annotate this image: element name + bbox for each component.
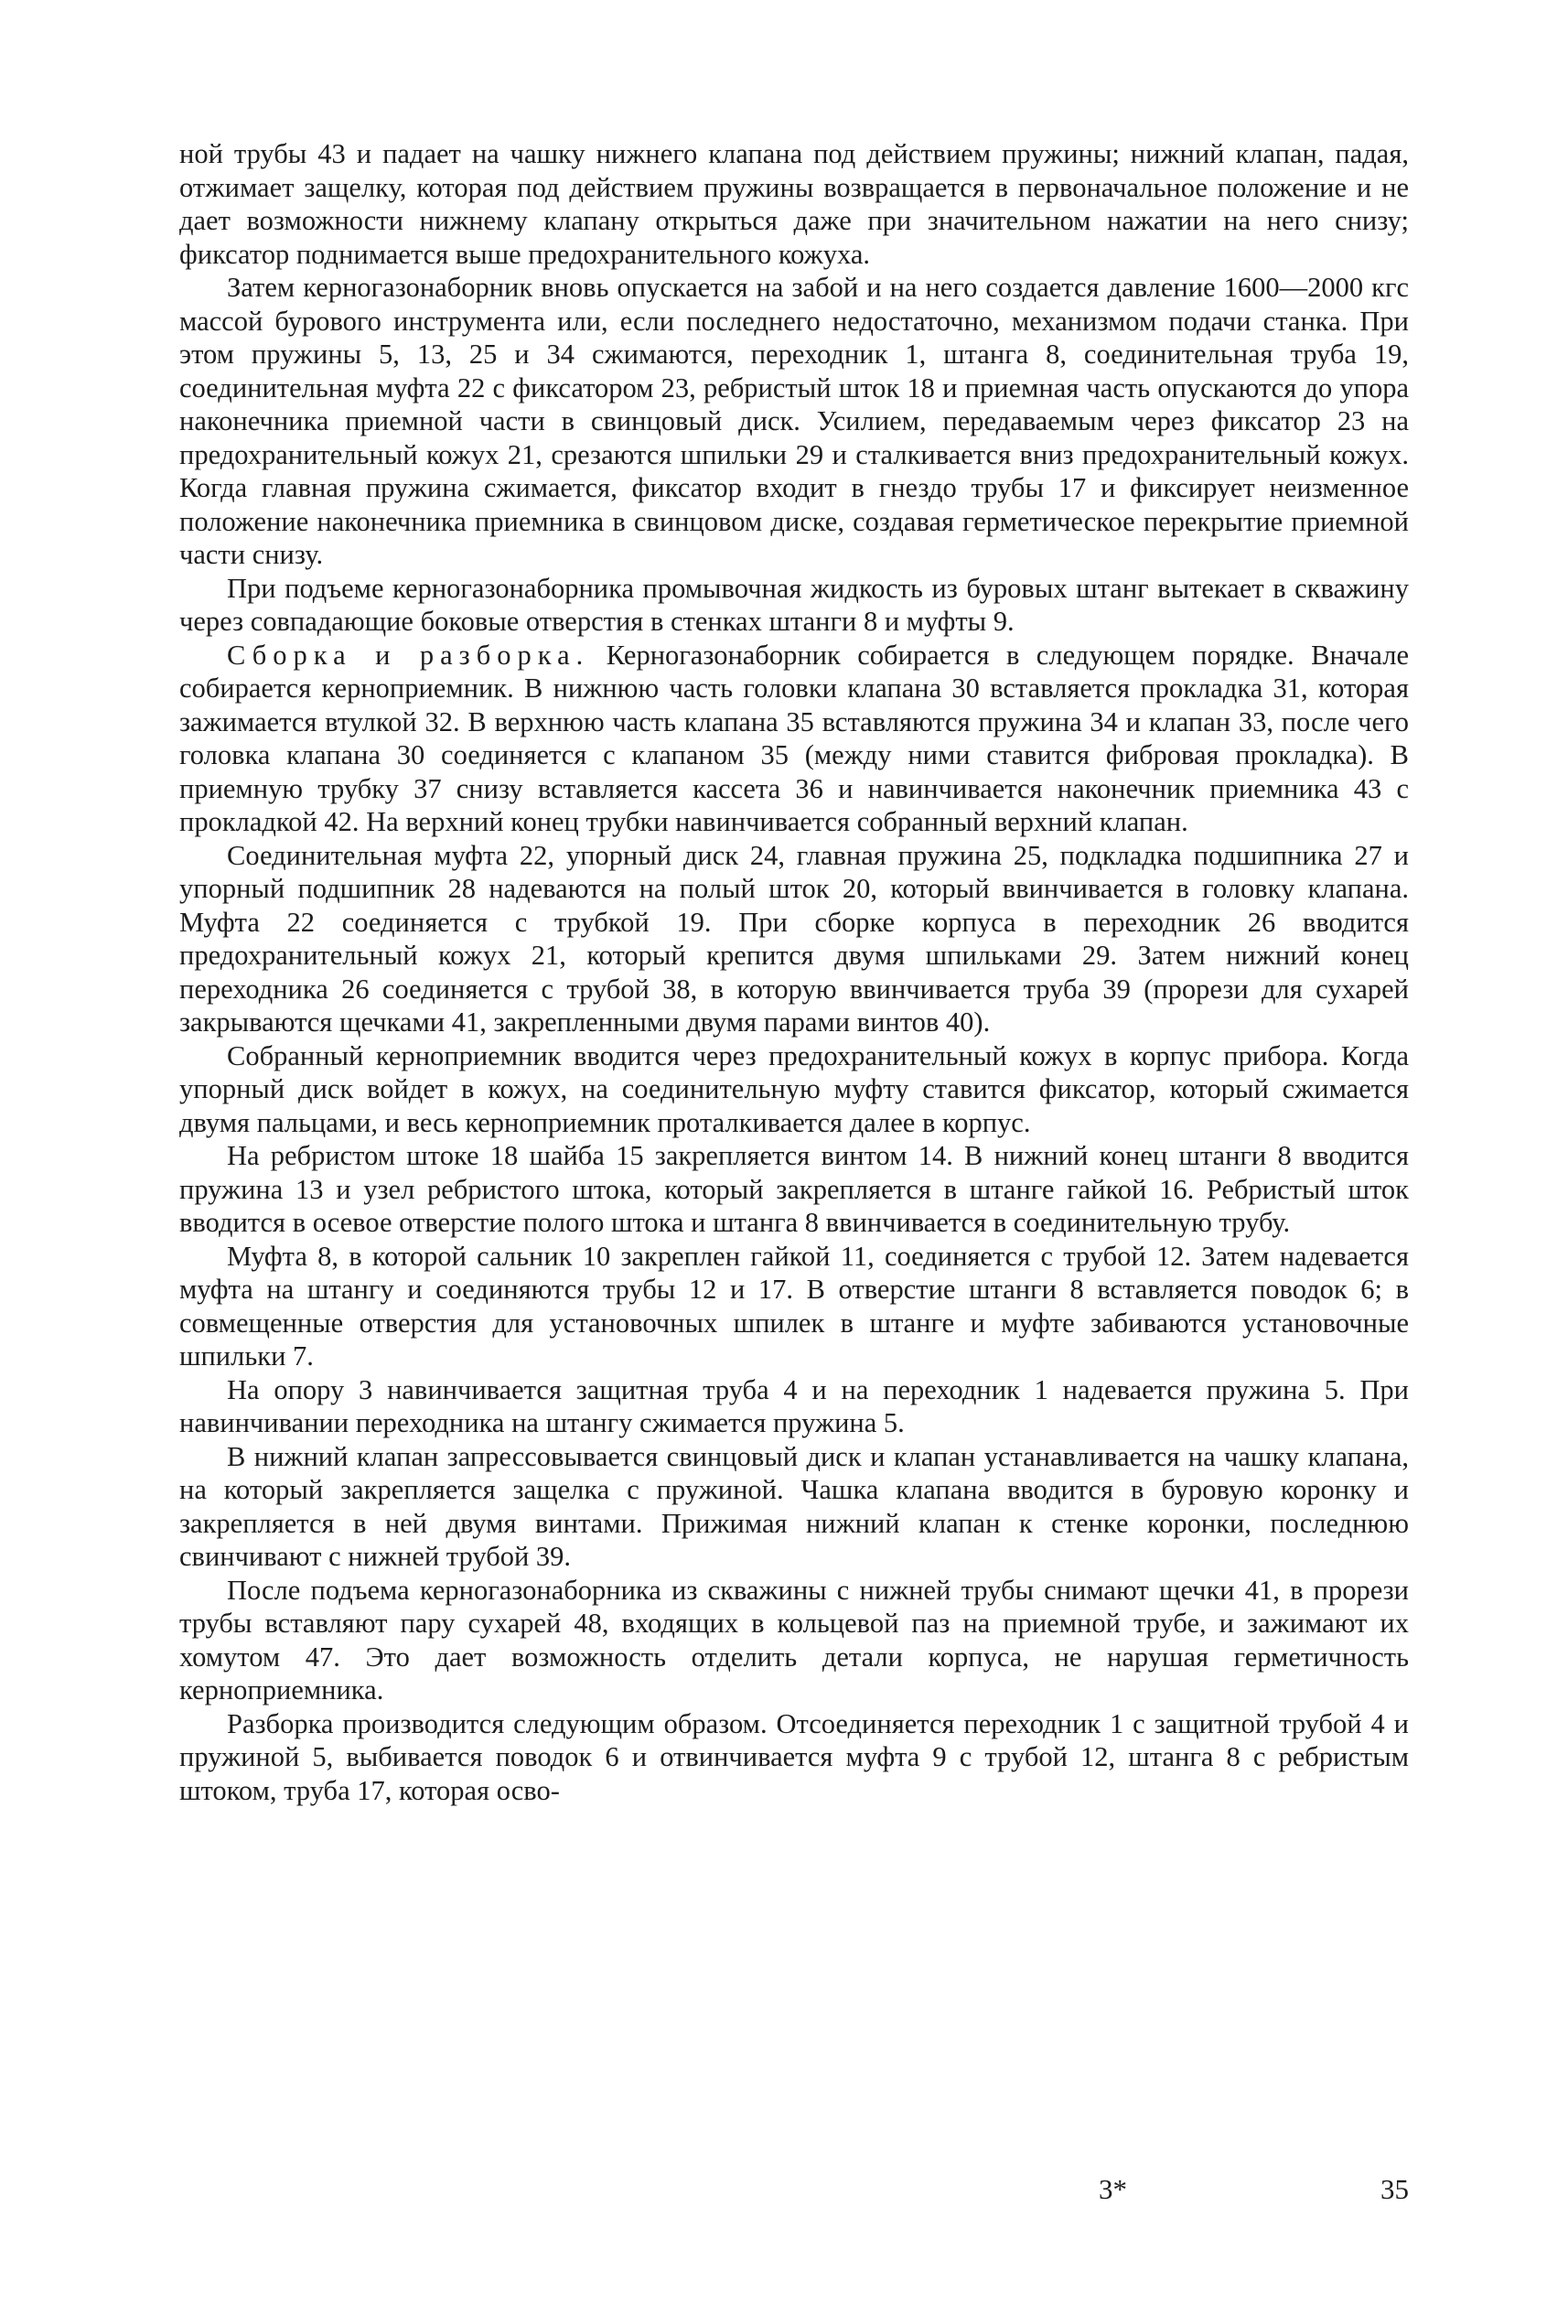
paragraph-11: После подъема керногазонаборника из скважины с нижней трубы снимают щечки 41, в прорези трубы вставляют пару сухарей 48, входящих в кольцевой паз на приемной трубе, и зажимают их хомутом 47. Это дает возможность отделить детали корпуса, не нарушая герметичность керноприемника. — [179, 1574, 1409, 1705]
signature-mark: 3* — [1099, 2173, 1127, 2205]
paragraph-6: Собранный керноприемник вводится через предохранительный кожух в корпус прибора. Когда упорный диск войдет в кожух, на соединительную муфту ставится фиксатор, который сжимается двумя пальцами, и весь керноприемник проталкивается далее в корпус. — [179, 1039, 1409, 1138]
paragraph-8: Муфта 8, в которой сальник 10 закреплен гайкой 11, соединяется с трубой 12. Затем надевается муфта на штангу и соединяются трубы 12 и 17. В отверстие штанги 8 вставляется поводок 6; в совмещенные отверстия для установочных шпилек в штанге и муфте забиваются установочные шпильки 7. — [179, 1240, 1409, 1372]
page-body — [179, 137, 1409, 1807]
paragraph-1: ной трубы 43 и падает на чашку нижнего клапана под действием пружины; нижний клапан, падая, отжимает защелку, которая под действием пружины возвращается в первоначальное положение и не дает возможности нижнему клапану открыться даже при значительном нажатии на него снизу; фиксатор поднимается выше предохранительного кожуха. — [179, 138, 1409, 270]
paragraph-5: Соединительная муфта 22, упорный диск 24, главная пружина 25, подкладка подшипника 27 и упорный подшипник 28 надеваются на полый шток 20, который ввинчивается в головку клапана. Муфта 22 соединяется с трубкой 19. При сборке корпуса в переходник 26 вводится предохранительный кожух 21, который крепится двумя шпильками 29. Затем нижний конец переходника 26 соединяется с трубой 38, в которую ввинчивается труба 39 (прорези для сухарей закрываются щечками 41, закрепленными двумя парами винтов 40). — [179, 839, 1409, 1038]
paragraph-12: Разборка производится следующим образом. Отсоединяется переходник 1 с защитной трубой 4 и пружиной 5, выбивается поводок 6 и отвинчивается муфта 9 с трубой 12, штанга 8 с ребристым штоком, труба 17, которая осво- — [179, 1707, 1409, 1806]
paragraph-4 — [179, 639, 1409, 839]
paragraph-10: В нижний клапан запрессовывается свинцовый диск и клапан устанавливается на чашку клапана, на который закрепляется защелка с пружиной. Чашка клапана вводится в буровую коронку и закрепляется в ней двумя винтами. Прижимая нижний клапан к стенке коронки, последнюю свинчивают с нижней трубой 39. — [179, 1440, 1409, 1572]
paragraph-3: При подъеме керногазонаборника промывочная жидкость из буровых штанг вытекает в скважину через совпадающие боковые отверстия в стенках штанги 8 и муфты 9. — [179, 572, 1409, 637]
section-heading: Сборка и разборка. — [227, 639, 590, 671]
paragraph-4-text: Керногазонаборник собирается в следующем порядке. Вначале собирается керноприемник. В нижнюю часть головки клапана 30 вставляется прокладка 31, которая зажимается втулкой 32. В верхнюю часть клапана 35 вставляются пружина 34 и клапан 33, после чего головка клапана 30 соединяется с клапаном 35 (между ними ставится фибровая прокладка). В приемную трубку 37 снизу вставляется кассета 36 и навинчивается наконечник приемника 43 с прокладкой 42. На верхний конец трубки навинчивается собранный верхний клапан. — [179, 639, 1409, 837]
paragraph-9: На опору 3 навинчивается защитная труба 4 и на переходник 1 надевается пружина 5. При навинчивании переходника на штангу сжимается пружина 5. — [179, 1373, 1409, 1438]
paragraph-7: На ребристом штоке 18 шайба 15 закрепляется винтом 14. В нижний конец штанги 8 вводится пружина 13 и узел ребристого штока, который закрепляется в штанге гайкой 16. Ребристый шток вводится в осевое отверстие полого штока и штанга 8 ввинчивается в соединительную трубу. — [179, 1140, 1409, 1238]
page-footer — [179, 2173, 1409, 2210]
page-number: 35 — [1380, 2173, 1409, 2205]
paragraph-2: Затем керногазонаборник вновь опускается на забой и на него создается давление 1600—2000 кгс массой бурового инструмента или, если последнего недостаточно, механизмом подачи станка. При этом пружины 5, 13, 25 и 34 сжимаются, переходник 1, штанга 8, соединительная труба 19, соединительная муфта 22 с фиксатором 23, ребристый шток 18 и приемная часть опускаются до упора наконечника приемной части в свинцовый диск. Усилием, передаваемым через фиксатор 23 на предохранительный кожух 21, срезаются шпильки 29 и сталкивается вниз предохранительный кожух. Когда главная пружина сжимается, фиксатор входит в гнездо трубы 17 и фиксирует неизменное положение наконечника приемника в свинцовом диске, создавая герметическое перекрытие приемной части снизу. — [179, 272, 1409, 570]
